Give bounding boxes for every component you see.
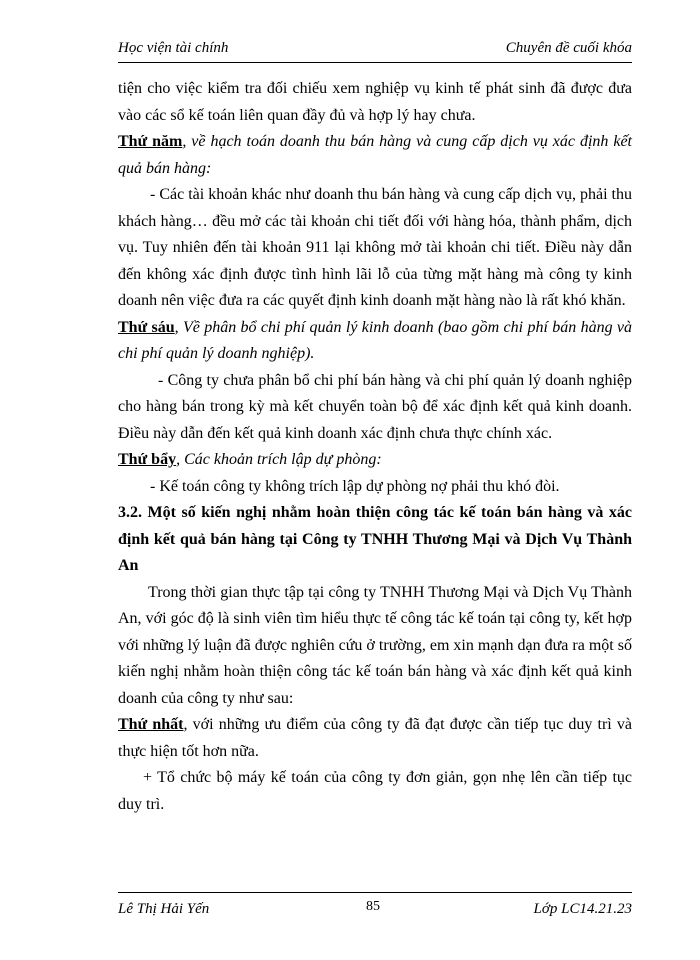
footer-class: Lớp LC14.21.23: [533, 901, 632, 917]
page-header: [118, 38, 632, 63]
page-footer: [118, 892, 632, 923]
section-heading: 3.2. Một số kiến nghị nhằm hoàn thiện công tác kế toán bán hàng và xác định kết quả bán hàng tại Công ty TNHH Thương Mại và Dịch Vụ Thành An: [118, 504, 632, 574]
lead-sixth: Thứ sáu: [118, 318, 175, 336]
lead-seventh: Thứ bẩy: [118, 451, 177, 468]
paragraph-organization: + Tổ chức bộ máy kế toán của công ty đơn giản, gọn nhẹ lên cần tiếp tục duy trì.: [118, 769, 632, 813]
paragraph-internship: Trong thời gian thực tập tại công ty TNHH Thương Mại và Dịch Vụ Thành An, với góc độ là sinh viên tìm hiểu thực tế công tác kế toán tại công ty, kết hợp với những lý luận đã được nghiên cứu ở trường, em xin mạnh dạn đưa ra một số kiến nghị nhằm hoàn thiện công tác kế toán bán hàng và xác định kết quả kinh doanh của công ty như sau:: [118, 583, 632, 707]
header-institution: Học viện tài chính: [118, 40, 229, 56]
text-fifth: , về hạch toán doanh thu bán hàng và cung cấp dịch vụ xác định kết quả bán hàng:: [118, 133, 632, 177]
paragraph-fifth: [118, 129, 632, 182]
lead-first: Thứ nhất: [118, 716, 184, 733]
paragraph-sixth: [118, 315, 632, 368]
text-sixth: , Về phân bổ chi phí quản lý kinh doanh (bao gồm chi phí bán hàng và chi phí quản lý doanh nghiệp).: [118, 318, 633, 362]
text-first: , với những ưu điểm của công ty đã đạt được cần tiếp tục duy trì và thực hiện tốt hơn nữa.: [118, 716, 633, 760]
paragraph-first: [118, 712, 632, 765]
footer-author: Lê Thị Hải Yến: [118, 901, 210, 917]
text-seventh: , Các khoản trích lập dự phòng:: [176, 451, 382, 468]
paragraph-intro: tiện cho việc kiểm tra đối chiếu xem nghiệp vụ kinh tế phát sinh đã được đưa vào các sổ kế toán liên quan đầy đủ và hợp lý hay chưa.: [118, 80, 632, 124]
paragraph-provision: - Kế toán công ty không trích lập dự phòng nợ phải thu khó đòi.: [150, 477, 560, 495]
lead-fifth: Thứ năm: [118, 133, 183, 150]
paragraph-cost-allocation: - Công ty chưa phân bổ chi phí bán hàng và chi phí quản lý doanh nghiệp cho hàng bán trong kỳ mà kết chuyển toàn bộ để xác định kết quả kinh doanh. Điều này dẫn đến kết quả kinh doanh xác định chưa thực chính xác.: [118, 371, 632, 442]
page-number: 85: [366, 899, 380, 914]
paragraph-seventh: [118, 447, 632, 474]
paragraph-accounts: - Các tài khoản khác như doanh thu bán hàng và cung cấp dịch vụ, phải thu khách hàng… đều mở các tài khoản chi tiết đối với hàng hóa, thành phẩm, dịch vụ. Tuy nhiên đến tài khoản 911 lại không mở tài khoản chi tiết. Điều này dẫn đến không xác định được tình hình lãi lỗ của từng mặt hàng mà công ty kinh doanh nên việc đưa ra các quyết định kinh doanh mặt hàng nào là rất khó khăn.: [118, 186, 632, 309]
document-body: [118, 76, 632, 818]
header-doc-type: Chuyên đề cuối khóa: [505, 40, 632, 56]
